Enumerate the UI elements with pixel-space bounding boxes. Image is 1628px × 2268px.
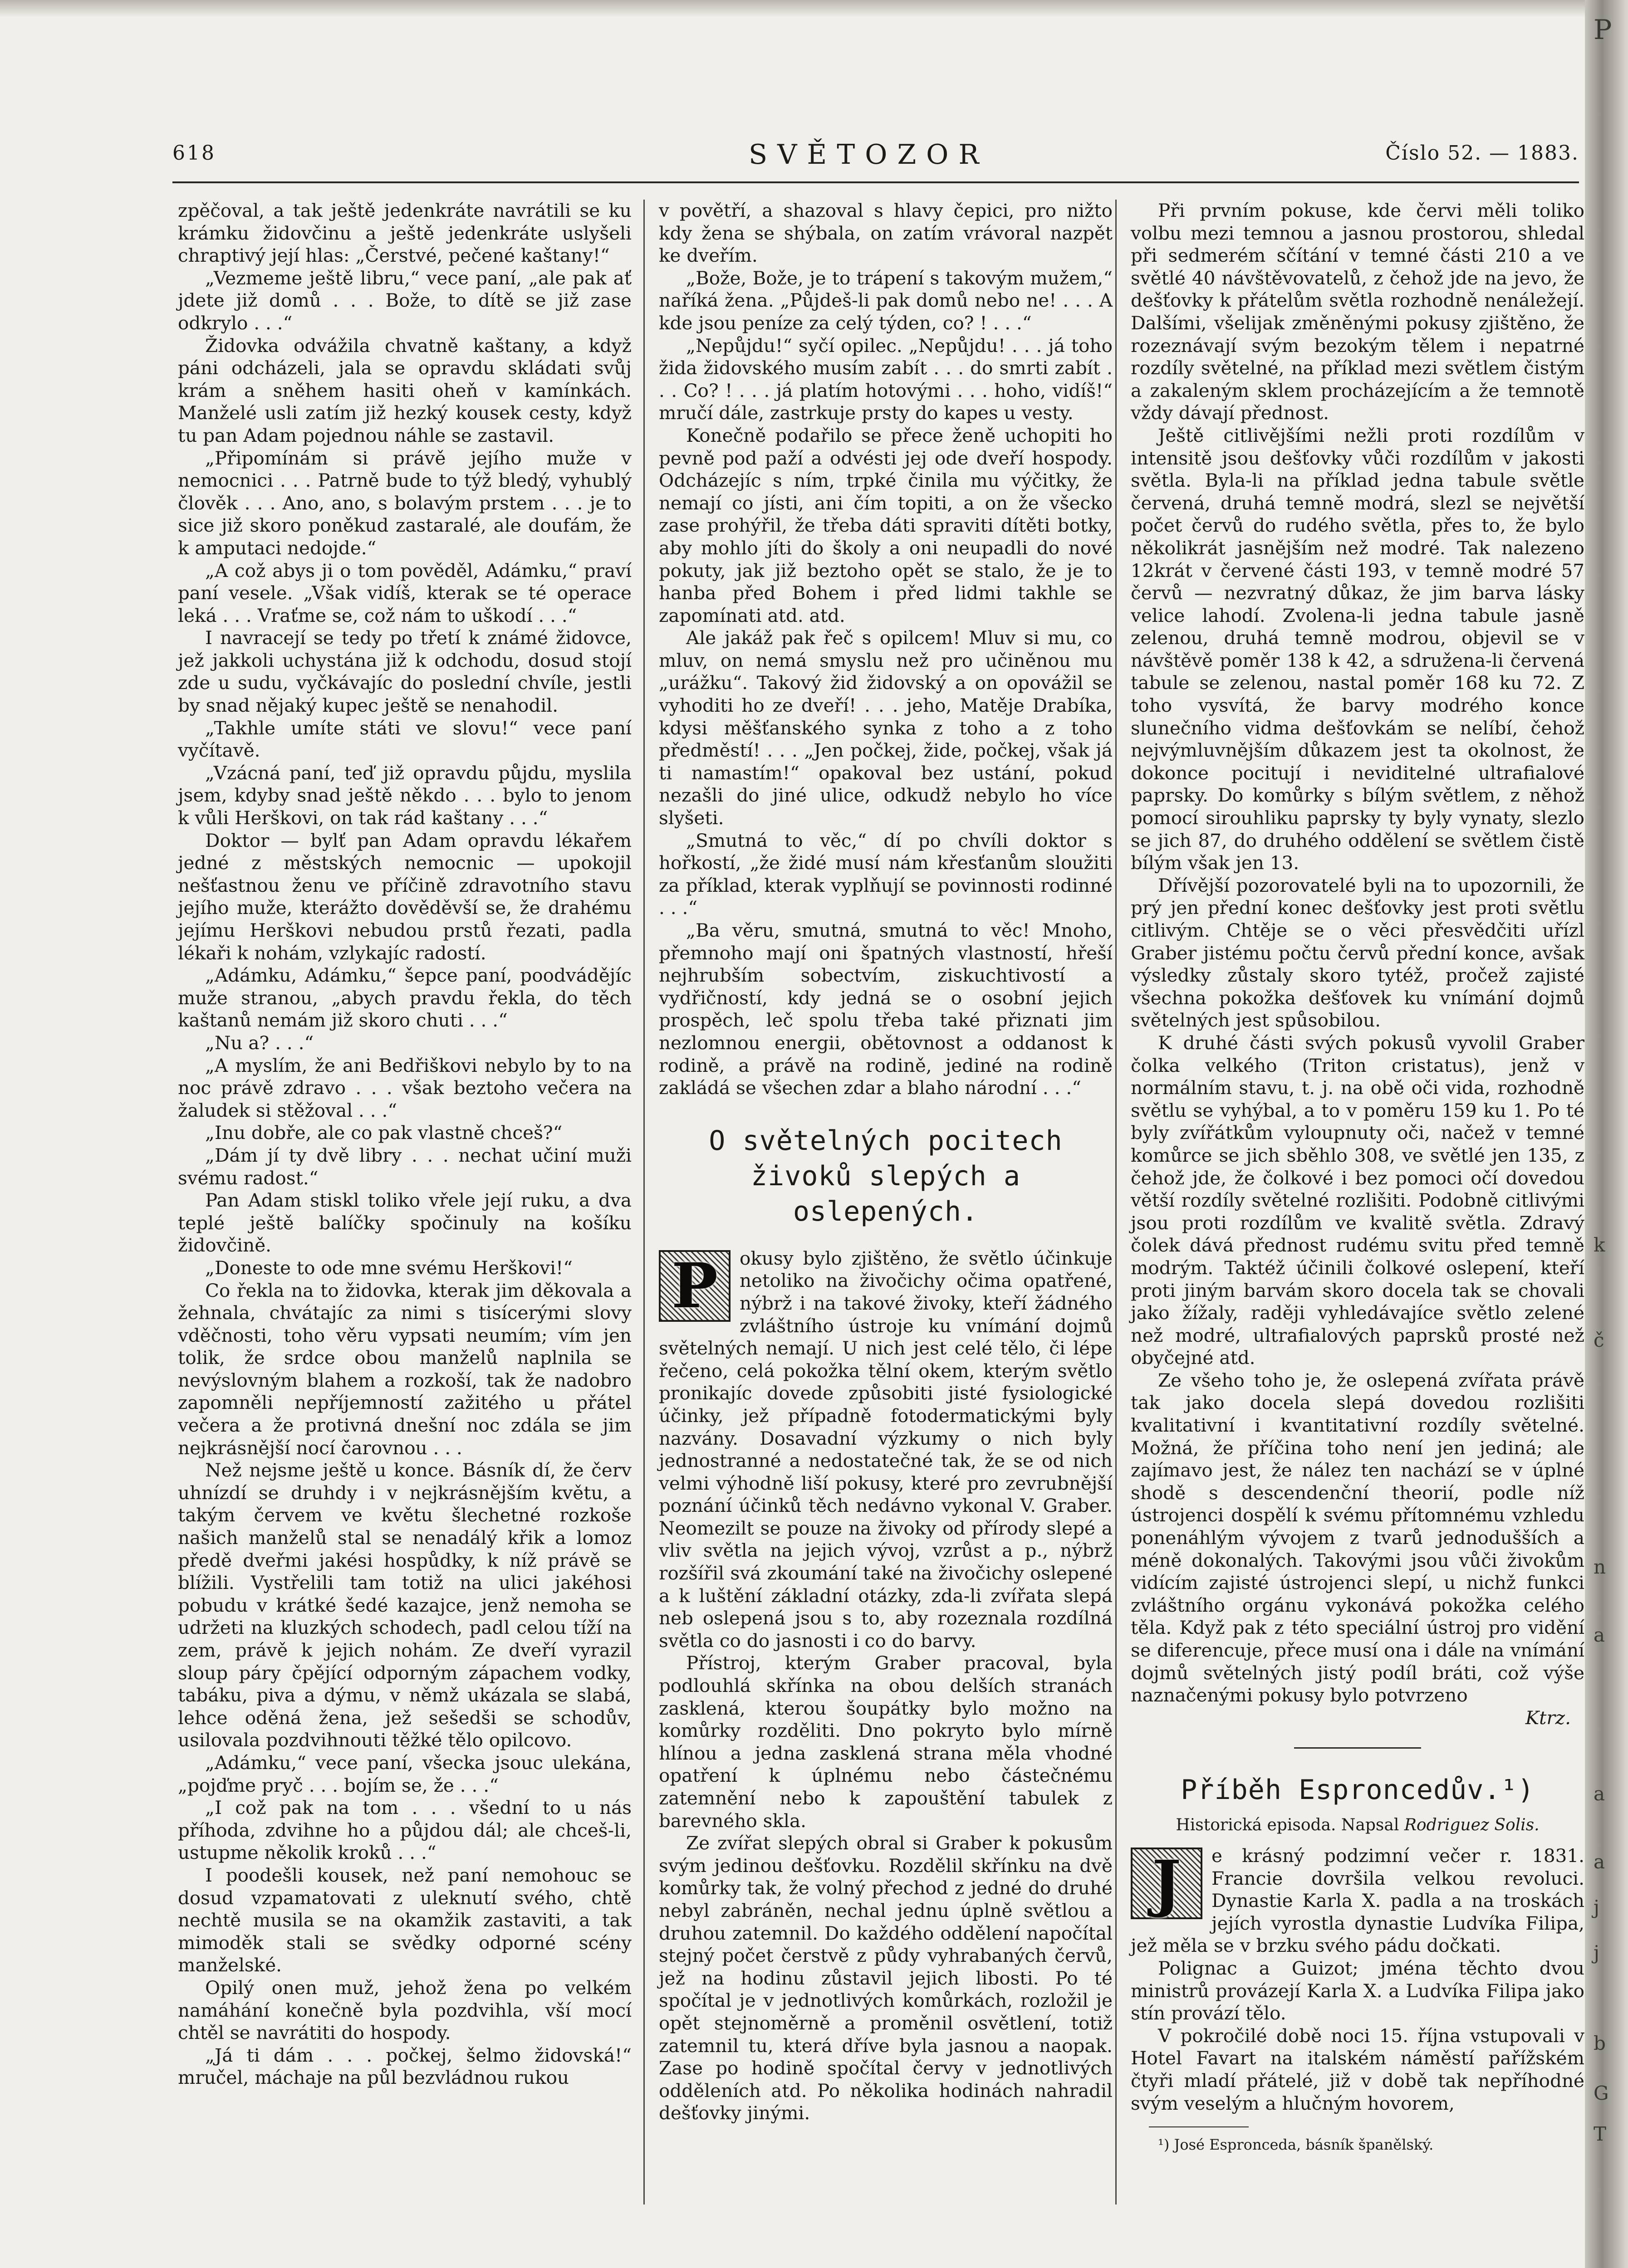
story-author: Rodriguez Solis. [1404,1816,1540,1835]
paragraph: Konečně podařilo se přece ženě uchopiti ho pevně pod paží a odvésti jej ode dveří hospody. Odcházejíc s ním, trpké činila mu výčitky, že nemají co jísti, ani čím topiti, a on že všecko zase prohýřil, že třeba dáti spraviti dítěti botky, aby mohlo jíti do školy a oni neupadli do nové pokuty, jak již beztoho opět se stalo, že je to hanba před Bohem i před lidmi takhle se zapomínati atd. atd. [659,424,1113,626]
author-signature: Ktrz. [1525,1706,1571,1729]
paragraph: „Doneste to ode mne svému Herškovi!“ [205,1256,573,1279]
paragraph: Opilý onen muž, jehož žena po velkém namáhání konečně byla pozdvihla, vší mocí chtěl se navrátiti do hospody. [178,1976,632,2044]
paragraph: Při prvním pokuse, kde červi měli toliko volbu mezi temnou a jasnou prostorou, shledal při sedmerém sčítání v temné části 210 a ve světlé 40 návštěvovatelů, z čehož jde na jevo, že dešťovky k přátelům světla rozhodně nenáležejí. Dalšími, všelijak změněnými pokusy zjištěno, že rozeznávají svým bezokým tělem i nepatrné rozdíly světelné, na příklad mezi světlem čistým a zakaleným sklem procházejícím a že temnotě vždy dávají přednost. [1131,200,1584,424]
paragraph: „Adámku, Adámku,“ šepce paní, poodvádějíc muže stranou, „abych pravdu řekla, do těch kaštanů nemám již skoro chuti . . .“ [178,964,632,1031]
paragraph: „Inu dobře, ale co pak vlastně chceš?“ [205,1122,563,1144]
paragraph: Přístroj, kterým Graber pracoval, byla podlouhlá skřínka na obou delších stranách zasklená, kterou šoupátky bylo možno na komůrky rozděliti. Dno pokryto bylo mírně hlínou a jedna zasklená strana měla vhodné opatření k úplnému nebo částečnému zatemnění nebo k zapouštění tabulek z barevného skla. [659,1652,1113,1832]
spine-letter: a [1594,1783,1605,1805]
story-title: Příběh Esproncedův.¹) [1181,1774,1535,1806]
masthead-title: SVĚTOZOR [749,139,989,171]
column-3 [1131,200,1584,2154]
paragraph: „Ba věru, smutná, smutná to věc! Mnoho, přemnoho mají oni špatných vlastností, hřeší nejhrubším sobectvím, ziskuchtivostí a vydřičností, kdy jedná se o osobní jejich prospěch, leč spolu třeba také přiznati jim nezlomnou energii, obětovnost a oddanost k rodině, a právě na rodině, jediné na rodině zakládá se všechen zdar a blaho národní . . .“ [659,919,1113,1099]
paragraph: „Bože, Bože, je to trápení s takovým mužem,“ naříká žena. „Půjdeš-li pak domů nebo ne! . . . A kde jsou peníze za celý týden, co? ! . . .“ [659,267,1113,334]
paragraph: v povětří, a shazoval s hlavy čepici, pro nižto kdy žena se shýbala, on zatím vrávoral nazpět ke dveřím. [659,200,1113,267]
spine-letter: j [1594,1896,1600,1918]
paragraph: Než nejsme ještě u konce. Básník dí, že červ uhnízdí se druhdy i v nejkrásnějším květu, a takým červem ve květu šlechetné rozkoše našich manželů stal se nenadálý křik a lomoz předě dveřmi jakési hospůdky, k níž právě se blížili. Vystřelili tam totiž na ulici jakéhosi pobudu v krátké šedé kazajce, jenž nemoha se udržeti na kluzkých schodech, padl celou tíží na zem, právě k jejich nohám. Ze dveří vyrazil sloup páry čpějící odporným zápachem vodky, tabáku, piva a dýmu, v němž ukázala se slabá, lehce oděná žena, jež sešedši se schodův, usilovala pozdvihnouti těžké tělo opilcovo. [178,1459,632,1751]
paragraph: „Připomínám si právě jejího muže v nemocnici . . . Patrně bude to týž bledý, vyhublý člověk . . . Ano, ano, s bolavým prstem . . . je to sice již skoro poněkud zastaralé, ale doufám, že k amputaci nedojde.“ [178,447,632,559]
spine-letter: G [1594,2082,1609,2104]
footnote: ¹) José Espronceda, básník španělský. [1158,2136,1434,2154]
story-subtitle [1131,1814,1584,1837]
paragraph: „Nu a? . . .“ [205,1031,314,1054]
paragraph: I poodešli kousek, než paní nemohouc se dosud vzpamatovati z uleknutí svého, chtě nechtě musila se na okamžik zastaviti, a tak mimoděk stali se svědky odporné scény manželské. [178,1864,632,1976]
dropcap-letter: P [671,1249,718,1322]
paragraph: K druhé části svých pokusů vyvolil Graber čolka velkého (Triton cristatus), jenž v normálním stavu, t. j. na obě oči vida, rozhodně světlu se vyhýbal, a to v poměru 159 ku 1. Po té byly zvířátkům vyloupnuty oči, načež v temné komůrce se jich sběhlo 308, ve světlé jen 135, z čehož jde, že čolkové i bez pomoci očí dovedou větší rozdíly světelné rozlišiti. Podobně citlivými jsou proti rozdílům ve kvalitě světla. Zdravý čolek dává přednost rudému svitu před temně modrým. Taktéž účinili čolkové oslepení, kteří proti jiným barvám skoro docela tak se chovali jako žížaly, raději vyhledávajíce světlo zelené než modré, ultrafialových paprsků prosté než obyčejné atd. [1131,1031,1584,1369]
spine-letter: č [1594,1329,1604,1351]
section-rule [1294,1747,1421,1749]
column-2 [659,200,1113,2125]
paragraph: „A což abys ji o tom pověděl, Adámku,“ praví paní vesele. „Však vidíš, kterak se té operace leká . . . Vraťme se, což nám to uškodí . . .“ [178,559,632,626]
ornamental-initial [659,1250,731,1322]
paragraph: zpěčoval, a tak ještě jedenkráte navrátili se ku krámku židovčinu a ještě jedenkráte uslyšeli chraptivý její hlas: „Čerstvé, pečené kaštany!“ [178,200,632,267]
paragraph: „Vezmeme ještě libru,“ vece paní, „ale pak ať jdete již domů . . . Bože, to dítě se již zase odkrylo . . .“ [178,267,632,334]
ornamental-initial [1131,1848,1202,1919]
paragraph: Ještě citlivějšími nežli proti rozdílům v intensitě jsou dešťovky vůči rozdílům v jakosti světla. Byla-li na příklad jedna tabule světle červená, druhá temně modrá, slezl se největší počet červů do rudého světla, přes to, že bylo několikrát jasnějším než modré. Tak nalezeno 12krát v červené části 193, v temně modré 57 červů — nezvratný důkaz, že jim barva lásky velice lahodí. Zvolena-li jedna tabule jasně zelenou, druhá temně modrou, objevil se v návštěvě poměr 138 k 42, a sdružena-li červená tabule se zelenou, nastal poměr 168 ku 72. Z toho vysvítá, že barvy modrého konce slunečního vidma dešťovkám se nelíbí, čehož nejvýmluvnějším důkazem jest ta okolnost, že dokonce pocitují i neviditelné ultrafialové paprsky. Do komůrky s bílým světlem, z něhož pomocí sirouhliku paprsky ty byly vynaty, slezlo se jich 87, do druhého oddělení se světlem čistě bílým však jen 13. [1131,424,1584,874]
paragraph: „Nepůjdu!“ syčí opilec. „Nepůjdu! . . . já toho žida židovského musím zabít . . . do smrti zabít . . . Co? ! . . . já platím hotovými . . . hoho, vidíš!“ mručí dále, zastrkuje prsty do kapes u vesty. [659,334,1113,424]
paragraph: „Takhle umíte státi ve slovu!“ vece paní vyčítavě. [178,717,632,762]
paragraph: „Vzácná paní, teď již opravdu půjdu, myslila jsem, kdyby snad ještě někdo . . . bylo to jenom k vůli Herškovi, on tak rád kaštany . . .“ [178,762,632,829]
spine-letter: T [1594,2123,1607,2145]
column-divider [1115,200,1117,2204]
spine-letter: a [1594,1624,1605,1646]
paragraph: I navracejí se tedy po třetí k známé židovce, jež jakkoli uchystána již k odchodu, dosud stojí zde u sudu, vyčkávajíc do poslední chvíle, jestli by snad nějaký kupec ještě se nenahodil. [178,627,632,717]
page-header [172,139,1579,178]
paragraph: V pokročilé době noci 15. října vstupovali v Hotel Favart na italském náměstí pařížském čtyři mladí přátelé, již v době tak nepříhodné svým veselým a hlučným hovorem, [1131,2024,1584,2114]
paragraph: Co řekla na to židovka, kterak jim děkovala a žehnala, chvátajíc za nimi s tisícerými slovy vděčnosti, toho věru vypsati neumím; vím jen tolik, že srdce obou manželů naplnila se nevýslovným blahem a rozkoší, tak že nadobro zapomněli nepříjemností zažitého u přátel večera a že protivná dnešní noc zdála se jim nejkrásnější nocí čarovnou . . . [178,1279,632,1459]
spine-letter: n [1594,1556,1606,1578]
spine-letter: j [1594,1941,1600,1964]
paragraph: „Adámku,“ vece paní, všecka jsouc ulekána, „pojďme pryč . . . bojím se, že . . .“ [178,1751,632,1796]
dropcap-letter: J [1152,1847,1182,1920]
story-subtitle-text: Historická episoda. Napsal [1176,1816,1399,1835]
column-1 [178,200,632,2089]
footnote-rule [1149,2126,1249,2127]
paragraph: Ze zvířat slepých obral si Graber k pokusům svým jedinou dešťovku. Rozdělil skřínku na dvě komůrky tak, že volný přechod z jedné do druhé nebyl zabráněn, nechal jednu úplně světlou a druhou zatemnil. Do každého oddělení napočítal stejný počet čerstvě z půdy vyhrabaných červů, jež na hodinu zůstavil jejich libosti. Po té spočítal je v jednotlivých komůrkách, rozložil je opět stejnoměrně a proměnil osvětlení, totiž zatemnil tu, která dříve byla jasnou a naopak. Zase po hodině spočítal červy v jednotlivých odděleních atd. Po několika hodinách nahradil dešťovky jinými. [659,1832,1113,2124]
spine-letter: a [1594,1851,1605,1873]
page-top-edge [0,0,1628,17]
paragraph: „A myslím, že ani Bedřiškovi nebylo by to na noc právě zdravo . . . však beztoho večera na žaludek si stěžoval . . .“ [178,1054,632,1121]
issue-number: Číslo 52. — 1883. [1385,142,1579,165]
paragraph: Doktor — bylť pan Adam opravdu lékařem jedné z městských nemocnic — upokojil nešťastnou ženu ve příčině zdravotního stavu jejího muže, kterážto dověděvší se, že drahému jejímu Herškovi nebudou prstů řezati, padla lékaři k nohám, vzlykajíc radostí. [178,829,632,964]
paragraph: Židovka odvážila chvatně kaštany, a když páni odcházeli, jala se opravdu skládati svůj krám a sněhem hasiti oheň v kamínkách. Manželé usli zatím již hezký kousek cesty, když tu pan Adam pojednou náhle se zastavil. [178,334,632,446]
paragraph: Ze všeho toho je, že oslepená zvířata právě tak jako docela slepá dovedou rozlišiti kvalitativní i kvantitativní rozdíly světelné. Možná, že příčina toho není jen jediná; ale zajímavo jest, že nález ten nachází se v úplné shodě s descendenční theorií, podle níž ústrojenci dospělí k svému přítomnému vzhledu ponenáhlým vývojem z tvarů jednodušších a méně dokonalých. Takovými jsou vůči živokům vidícím zajisté ústrojenci slepí, u nichž funkci zvláštního orgánu vykonává pokožka celého těla. Když pak z této speciální ústroj pro vidění se diferencuje, přece musí ona i dále na vnímání dojmů světelných jistý podíl bráti, což výše naznačenými pokusy bylo potvrzeno [1131,1369,1584,1706]
page-spine-shadow [1585,0,1628,2268]
paragraph: „Já ti dám . . . počkej, šelmo židovská!“ mručel, máchaje na půl bezvládnou rukou [178,2044,632,2089]
article-title: O světelných pocitech živoků slepých a oslepených. [709,1124,1063,1227]
paragraph: Dřívější pozorovatelé byli na to upozornili, že prý jen přední konec dešťovky jest proti světlu citlivým. Chtěje se o věci přesvědčiti uřízl Graber jistému počtu červů přední konce, avšak výsledky zůstaly skoro tytéž, pročež zajisté všechna pokožka dešťovek ku vnímání dojmů světelných jest spůsobilou. [1131,874,1584,1031]
spine-letter: k [1594,1234,1605,1256]
paragraph: e krásný podzimní večer r. 1831. Francie dovršila velkou revoluci. Dynastie Karla X. padla a na troskách jejích vyrostla dynastie Ludvíka Filipa, jež měla se v brzku svého pádu dočkati. [1131,1844,1584,1957]
paragraph: „Dám jí ty dvě libry . . . nechat učiní muži svému radost.“ [178,1144,632,1189]
column-divider [643,200,645,2204]
paragraph: Pan Adam stiskl toliko vřele její ruku, a dva teplé ještě balíčky spočinuly na košíku židovčině. [178,1189,632,1256]
paragraph: okusy bylo zjištěno, že světlo účinkuje netoliko na živočichy očima opatřené, nýbrž i na takové živoky, kteří žádného zvláštního ústroje ku vnímání dojmů světelných nemají. U nich jest celé tělo, či lépe řečeno, celá pokožka tělní okem, kterým světlo pronikajíc dovede způsobiti jisté fysiologické účinky, jež případně fotodermatickými byly nazvány. Dosavadní výzkumy o nich byly jednostranné a nedostatečné tak, že se od nich velmi výhodně liší pokusy, které pro zevrubnější poznání účinků těch nedávno vykonal V. Graber. Neomezilt se pouze na živoky od přírody slepé a vliv světla na jejich vývoj, vzrůst a p., nýbrž rozšířil svá zkoumání také na živočichy oslepené a k luštění základní otázky, zda-li zvířata slepá neb oslepená jsou s to, aby rozeznala rozdílná světla co do jasnosti i co do barvy. [659,1247,1113,1652]
paragraph: „I což pak na tom . . . všední to u nás příhoda, zdvihne ho a půjdou dál; ale chceš-li, ustupme několik kroků . . .“ [178,1797,632,1864]
page-number: 618 [172,142,216,165]
spine-letter: b [1594,2032,1606,2054]
paragraph: Ale jakáž pak řeč s opilcem! Mluv si mu, co mluv, on nemá smyslu než pro učiněnou mu „urážku“. Takový žid židovský a on opovážil se vyhoditi ho ze dveří! . . . jeho, Matěje Drabíka, kdysi měšťanského synka z toho a z toho předměstí! . . . „Jen počkej, žide, počkej, však já ti namastím!“ opakoval bez ustání, pokud nezašli do jiné ulice, odkudž nebylo ho více slyšeti. [659,627,1113,829]
spine-letter: P [1594,14,1612,46]
paragraph: Polignac a Guizot; jména těchto dvou ministrů provázejí Karla X. a Ludvíka Filipa jako stín provází tělo. [1131,1957,1584,2024]
header-rule [172,181,1579,183]
paragraph: „Smutná to věc,“ dí po chvíli doktor s hořkostí, „že židé musí nám křesťanům sloužiti za příklad, kterak vyplňují se povinnosti rodinné . . .“ [659,829,1113,919]
